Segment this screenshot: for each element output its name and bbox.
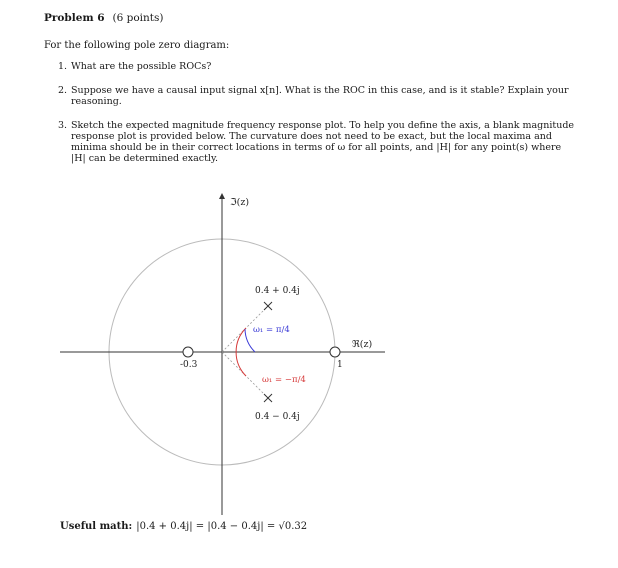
- angle-lower-label: ω₁ = −π/4: [262, 375, 306, 385]
- pole-lower-label: 0.4 − 0.4j: [255, 412, 300, 422]
- real-axis-label: ℜ(z): [352, 339, 373, 350]
- pole-lower-marker: [264, 394, 272, 402]
- pole-upper-marker: [264, 302, 272, 310]
- useful-math-formula: |0.4 + 0.4j| = |0.4 − 0.4j| = √0.32: [136, 521, 308, 532]
- question-text: Suppose we have a causal input signal x[n]. What is the ROC in this case, and is it stable? Explain your reasoning.: [71, 85, 569, 107]
- problem-points: (6 points): [112, 12, 164, 24]
- pole-upper-label: 0.4 + 0.4j: [255, 286, 300, 296]
- imag-axis-label: ℑ(z): [230, 197, 250, 208]
- question-number: 2.: [58, 85, 68, 96]
- zero-left-label: -0.3: [180, 360, 198, 370]
- useful-math: [60, 521, 307, 532]
- useful-math-label: Useful math:: [60, 521, 133, 532]
- question-number: 3.: [58, 120, 68, 131]
- angle-upper-label: ω₁ = π/4: [253, 325, 290, 335]
- zero-unit-marker: [330, 347, 340, 357]
- question-text: Sketch the expected magnitude frequency response plot. To help you define the axis, a blank magnitude response plot is provided below. The curvature does not need to be exact, but the local maxima and minima should be in their correct locations in terms of ω for all points, and |H| for any point(s) where |H| can be determined exactly.: [71, 120, 575, 164]
- unit-circle-label: 1: [337, 360, 343, 370]
- question-number: 1.: [58, 61, 68, 72]
- zero-left-marker: [183, 347, 193, 357]
- question-text: What are the possible ROCs?: [71, 61, 212, 72]
- intro-text: For the following pole zero diagram:: [44, 40, 230, 51]
- problem-title: Problem 6: [44, 12, 105, 24]
